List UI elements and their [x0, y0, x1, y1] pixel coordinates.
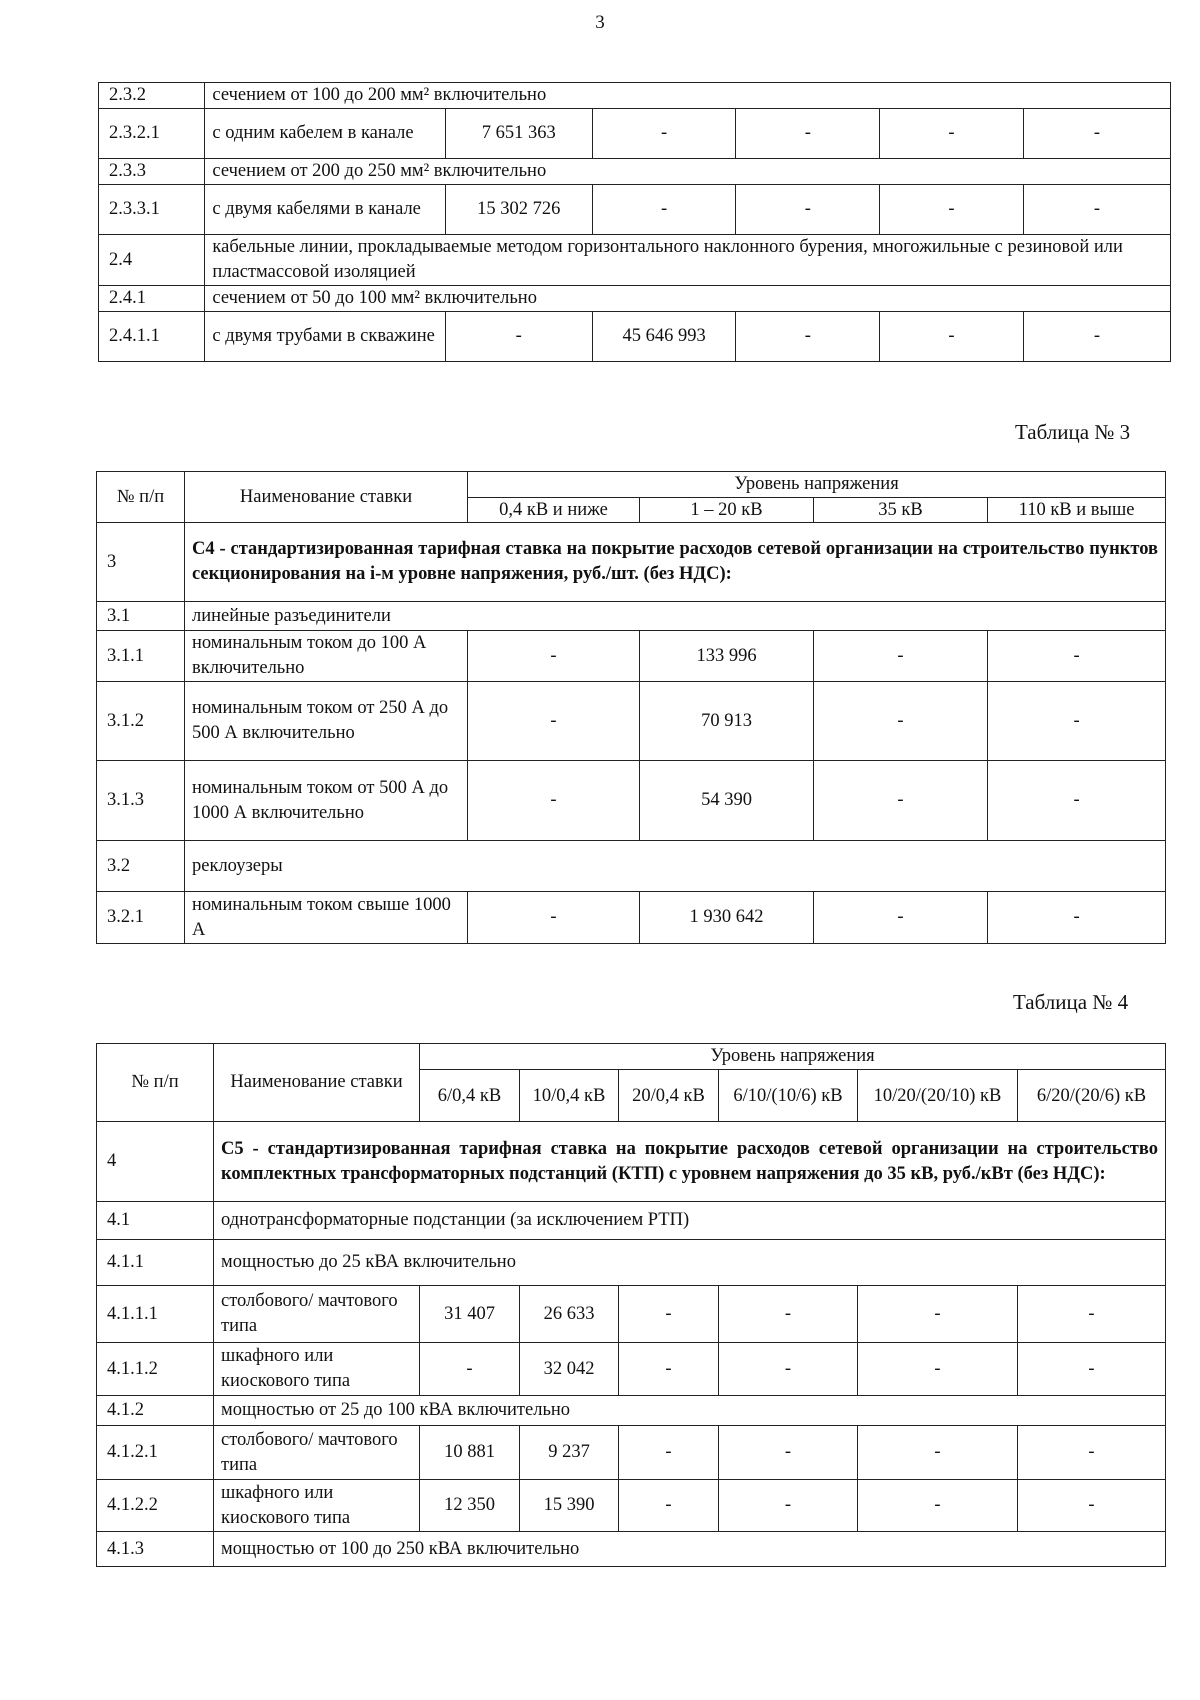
header-level-item: 10/20/(20/10) кВ	[858, 1070, 1018, 1122]
row-label: мощностью от 25 до 100 кВА включительно	[214, 1396, 1166, 1426]
value-cell: -	[858, 1286, 1018, 1343]
row-number: 2.4.1.1	[99, 312, 205, 362]
value-cell: 54 390	[640, 761, 814, 841]
row-number: 4.1	[97, 1202, 214, 1240]
row-label: сечением от 50 до 100 мм² включительно	[205, 286, 1171, 312]
row-number: 4	[97, 1122, 214, 1202]
table-row	[97, 1286, 1166, 1343]
header-level: Уровень напряжения	[420, 1044, 1166, 1070]
value-cell: -	[988, 761, 1166, 841]
table-header-row	[97, 1044, 1166, 1070]
value-cell: -	[988, 631, 1166, 682]
row-label: кабельные линии, прокладываемые методом горизонтального наклонного бурения, многожильные с резиновой или пластмассовой изоляцией	[205, 235, 1171, 286]
value-cell: 12 350	[420, 1480, 520, 1532]
row-label: сечением от 200 до 250 мм² включительно	[205, 159, 1171, 185]
header-level-item: 0,4 кВ и ниже	[468, 498, 640, 523]
table-row	[97, 631, 1166, 682]
value-cell: 15 302 726	[445, 185, 592, 235]
row-label: шкафного или киоскового типа	[214, 1343, 420, 1396]
value-cell: -	[719, 1480, 858, 1532]
row-number: 3.2	[97, 841, 185, 892]
header-level-item: 1 – 20 кВ	[640, 498, 814, 523]
header-level-item: 10/0,4 кВ	[520, 1070, 619, 1122]
table-row	[97, 761, 1166, 841]
table-row	[97, 1426, 1166, 1480]
row-label: с двумя трубами в скважине	[205, 312, 445, 362]
header-num: № п/п	[97, 472, 185, 523]
table-row	[99, 83, 1171, 109]
value-cell: -	[880, 312, 1024, 362]
table-row	[99, 312, 1171, 362]
table-row	[97, 682, 1166, 761]
row-number: 4.1.2.1	[97, 1426, 214, 1480]
value-cell: -	[1018, 1286, 1166, 1343]
row-number: 3.1.1	[97, 631, 185, 682]
row-label: сечением от 100 до 200 мм² включительно	[205, 83, 1171, 109]
row-label: номинальным током от 500 А до 1000 А включительно	[185, 761, 468, 841]
row-label: номинальным током до 100 А включительно	[185, 631, 468, 682]
header-level-item: 6/20/(20/6) кВ	[1018, 1070, 1166, 1122]
value-cell: -	[736, 185, 880, 235]
value-cell: 32 042	[520, 1343, 619, 1396]
row-label: мощностью до 25 кВА включительно	[214, 1240, 1166, 1286]
value-cell: -	[880, 109, 1024, 159]
value-cell: -	[858, 1343, 1018, 1396]
value-cell: -	[719, 1343, 858, 1396]
value-cell: -	[1023, 185, 1170, 235]
row-label: номинальным током от 250 А до 500 А включительно	[185, 682, 468, 761]
value-cell: -	[619, 1343, 719, 1396]
value-cell: -	[420, 1343, 520, 1396]
row-label: линейные разъединители	[185, 602, 1166, 631]
value-cell: 133 996	[640, 631, 814, 682]
page-number: 3	[595, 12, 605, 33]
value-cell: -	[736, 312, 880, 362]
value-cell: 70 913	[640, 682, 814, 761]
value-cell: -	[1018, 1480, 1166, 1532]
row-number: 4.1.1.2	[97, 1343, 214, 1396]
row-label: шкафного или киоскового типа	[214, 1480, 420, 1532]
row-number: 4.1.2.2	[97, 1480, 214, 1532]
table-header-row	[97, 472, 1166, 498]
table-3-caption: Таблица № 3	[1015, 420, 1131, 444]
value-cell: 26 633	[520, 1286, 619, 1343]
value-cell: -	[619, 1426, 719, 1480]
table-row	[99, 185, 1171, 235]
section-row	[97, 523, 1166, 602]
row-number: 2.4	[99, 235, 205, 286]
table-row	[97, 1202, 1166, 1240]
row-label: с одним кабелем в канале	[205, 109, 445, 159]
value-cell: 10 881	[420, 1426, 520, 1480]
table-row	[97, 1240, 1166, 1286]
row-number: 3.1	[97, 602, 185, 631]
section-row	[97, 1122, 1166, 1202]
value-cell: -	[880, 185, 1024, 235]
value-cell: -	[988, 682, 1166, 761]
value-cell: 1 930 642	[640, 892, 814, 944]
value-cell: -	[719, 1286, 858, 1343]
value-cell: -	[858, 1426, 1018, 1480]
row-number: 2.4.1	[99, 286, 205, 312]
row-label: столбового/ мачтового типа	[214, 1286, 420, 1343]
value-cell: 15 390	[520, 1480, 619, 1532]
value-cell: -	[445, 312, 592, 362]
header-num: № п/п	[97, 1044, 214, 1122]
header-name: Наименование ставки	[214, 1044, 420, 1122]
row-number: 3.1.2	[97, 682, 185, 761]
value-cell: -	[1023, 312, 1170, 362]
value-cell: -	[619, 1286, 719, 1343]
row-number: 4.1.1	[97, 1240, 214, 1286]
row-label: номинальным током свыше 1000 А	[185, 892, 468, 944]
value-cell: -	[592, 109, 736, 159]
table-row	[99, 235, 1171, 286]
value-cell: -	[814, 631, 988, 682]
row-label: мощностью от 100 до 250 кВА включительно	[214, 1532, 1166, 1567]
row-number: 2.3.3.1	[99, 185, 205, 235]
table-2-continuation	[98, 82, 1171, 362]
value-cell: -	[1023, 109, 1170, 159]
value-cell: -	[468, 682, 640, 761]
table-row	[99, 159, 1171, 185]
table-row	[97, 1480, 1166, 1532]
value-cell: 7 651 363	[445, 109, 592, 159]
table-3	[96, 471, 1166, 944]
table-row	[99, 109, 1171, 159]
table-4	[96, 1043, 1166, 1567]
header-level-item: 110 кВ и выше	[988, 498, 1166, 523]
value-cell: 31 407	[420, 1286, 520, 1343]
header-level-item: 35 кВ	[814, 498, 988, 523]
value-cell: 45 646 993	[592, 312, 736, 362]
value-cell: -	[468, 761, 640, 841]
row-number: 4.1.3	[97, 1532, 214, 1567]
row-number: 2.3.3	[99, 159, 205, 185]
row-number: 3.1.3	[97, 761, 185, 841]
table-row	[97, 602, 1166, 631]
value-cell: -	[988, 892, 1166, 944]
table-row	[99, 286, 1171, 312]
section-title: С4 - стандартизированная тарифная ставка на покрытие расходов сетевой организации на строительство пунктов секционирования на i-м уровне напряжения, руб./шт. (без НДС):	[185, 523, 1166, 602]
header-level-item: 6/10/(10/6) кВ	[719, 1070, 858, 1122]
table-row	[97, 841, 1166, 892]
table-row	[97, 1532, 1166, 1567]
value-cell: -	[814, 761, 988, 841]
table-row	[97, 1396, 1166, 1426]
row-label: столбового/ мачтового типа	[214, 1426, 420, 1480]
table-4-caption: Таблица № 4	[1013, 990, 1129, 1014]
value-cell: -	[814, 892, 988, 944]
row-label: однотрансформаторные подстанции (за исключением РТП)	[214, 1202, 1166, 1240]
row-number: 4.1.1.1	[97, 1286, 214, 1343]
table-row	[97, 1343, 1166, 1396]
row-number: 2.3.2	[99, 83, 205, 109]
table-row	[97, 892, 1166, 944]
value-cell: -	[468, 631, 640, 682]
header-name: Наименование ставки	[185, 472, 468, 523]
value-cell: -	[814, 682, 988, 761]
header-level: Уровень напряжения	[468, 472, 1166, 498]
row-number: 4.1.2	[97, 1396, 214, 1426]
value-cell: -	[592, 185, 736, 235]
value-cell: -	[468, 892, 640, 944]
value-cell: -	[1018, 1426, 1166, 1480]
value-cell: -	[1018, 1343, 1166, 1396]
header-level-item: 6/0,4 кВ	[420, 1070, 520, 1122]
value-cell: -	[858, 1480, 1018, 1532]
value-cell: -	[736, 109, 880, 159]
row-number: 3.2.1	[97, 892, 185, 944]
section-title: С5 - стандартизированная тарифная ставка на покрытие расходов сетевой организации на строительство комплектных трансформаторных подстанций (КТП) с уровнем напряжения до 35 кВ, руб./кВт (без НДС):	[214, 1122, 1166, 1202]
value-cell: 9 237	[520, 1426, 619, 1480]
value-cell: -	[619, 1480, 719, 1532]
row-label: с двумя кабелями в канале	[205, 185, 445, 235]
row-number: 3	[97, 523, 185, 602]
row-label: реклоузеры	[185, 841, 1166, 892]
row-number: 2.3.2.1	[99, 109, 205, 159]
header-level-item: 20/0,4 кВ	[619, 1070, 719, 1122]
value-cell: -	[719, 1426, 858, 1480]
